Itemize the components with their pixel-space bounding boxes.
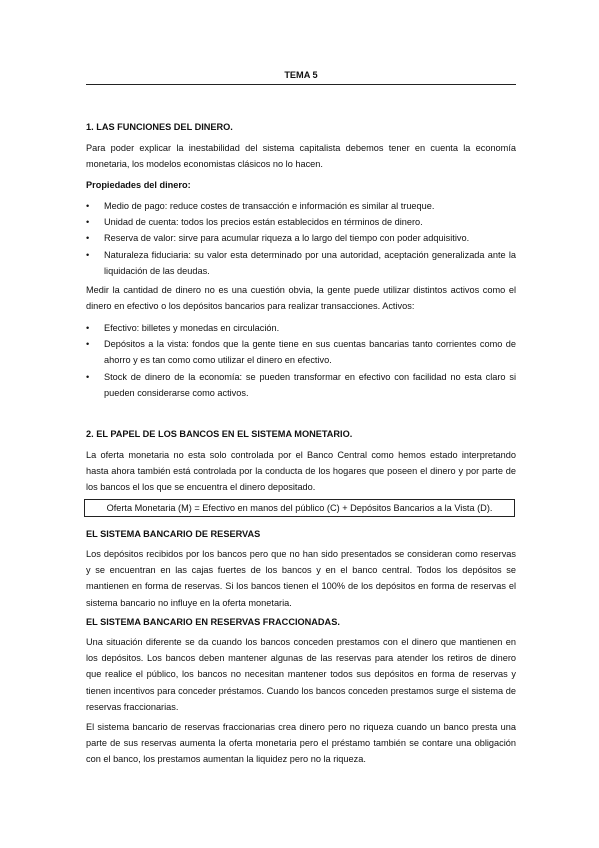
bullet-icon: • — [86, 339, 90, 350]
list-item: • Efectivo: billetes y monedas en circulación. — [86, 320, 516, 336]
list-item: • Depósitos a la vista: fondos que la gente tiene en sus cuentas bancarias tanto corrientes como de ahorro y es tan como como utilizar el dinero en efectivo. — [86, 336, 516, 368]
bullet-icon: • — [86, 233, 90, 244]
reserves-paragraph: Los depósitos recibidos por los bancos pero que no han sido presentados se consideran como reservas y se encuentran en las cajas fuertes de los bancos y en el banco central. Todos los depósitos se mantienen en forma de reservas. Si los bancos tienen el 100% de los depósitos en forma de reservas el sistema bancario no influye en la oferta monetaria. — [86, 549, 516, 608]
list-item: • Medio de pago: reduce costes de transacción e información es similar al trueque. — [86, 198, 516, 214]
fractional-paragraph-2: El sistema bancario de reservas fraccionarias crea dinero pero no riqueza cuando un banco presta una parte de sus reservas aumenta la oferta monetaria pero el préstamo también se contare una obligación con el banco, los prestamos aumentan la liquidez pero no la riqueza. — [86, 722, 516, 765]
reserves-heading: EL SISTEMA BANCARIO DE RESERVAS — [86, 529, 261, 539]
section-1-intro: Para poder explicar la inestabilidad del sistema capitalista debemos tener en cuenta la economía monetaria, los modelos economistas clásicos no lo hacen. — [86, 143, 516, 170]
bullet-icon: • — [86, 371, 90, 382]
measure-paragraph: Medir la cantidad de dinero no es una cuestión obvia, la gente puede utilizar distintos activos como el dinero en efectivo o los depósitos bancarios para realizar transacciones. Activos: — [86, 285, 516, 312]
document-title: TEMA 5 — [86, 70, 516, 85]
assets-list — [86, 320, 516, 401]
bullet-icon: • — [86, 217, 90, 228]
section-1-heading: 1. LAS FUNCIONES DEL DINERO. — [86, 122, 233, 132]
properties-heading: Propiedades del dinero: — [86, 180, 191, 190]
section-2-heading: 2. EL PAPEL DE LOS BANCOS EN EL SISTEMA MONETARIO. — [86, 429, 353, 439]
bullet-icon: • — [86, 201, 90, 211]
money-supply-formula: Oferta Monetaria (M) = Efectivo en manos del público (C) + Depósitos Bancarios a la Vista (D). — [84, 499, 515, 517]
list-item: • Reserva de valor: sirve para acumular riqueza a lo largo del tiempo con poder adquisitivo. — [86, 230, 516, 246]
bullet-icon: • — [86, 249, 90, 260]
list-item: • Naturaleza fiduciaria: su valor esta determinado por una autoridad, aceptación generalizada ante la liquidación de las deudas. — [86, 247, 516, 279]
list-item: • Stock de dinero de la economía: se pueden transformar en efectivo con facilidad no esta claro si pueden considerarse como activos. — [86, 369, 516, 401]
list-item: • Unidad de cuenta: todos los precios están establecidos en términos de dinero. — [86, 214, 516, 230]
fractional-paragraph-1: Una situación diferente se da cuando los bancos conceden prestamos con el dinero que mantienen en los depósitos. Los bancos deben mantener algunas de las reservas para atender los retiros de dinero que realice el público, los bancos no necesitan mantener todos sus depósitos en forma de reservas y tienen incentivos para conceder préstamos. Cuando los bancos conceden prestamos surge el sistema de reservas fraccionarias. — [86, 637, 516, 712]
bullet-icon: • — [86, 323, 90, 333]
fractional-heading: EL SISTEMA BANCARIO EN RESERVAS FRACCIONADAS. — [86, 617, 340, 627]
properties-list — [86, 198, 516, 279]
section-2-intro: La oferta monetaria no esta solo controlada por el Banco Central como hemos estado interpretando hasta ahora también está controlada por la conducta de los hogares que poseen el dinero y por parte de los bancos el los que se encuentra el dinero depositado. — [86, 450, 516, 493]
